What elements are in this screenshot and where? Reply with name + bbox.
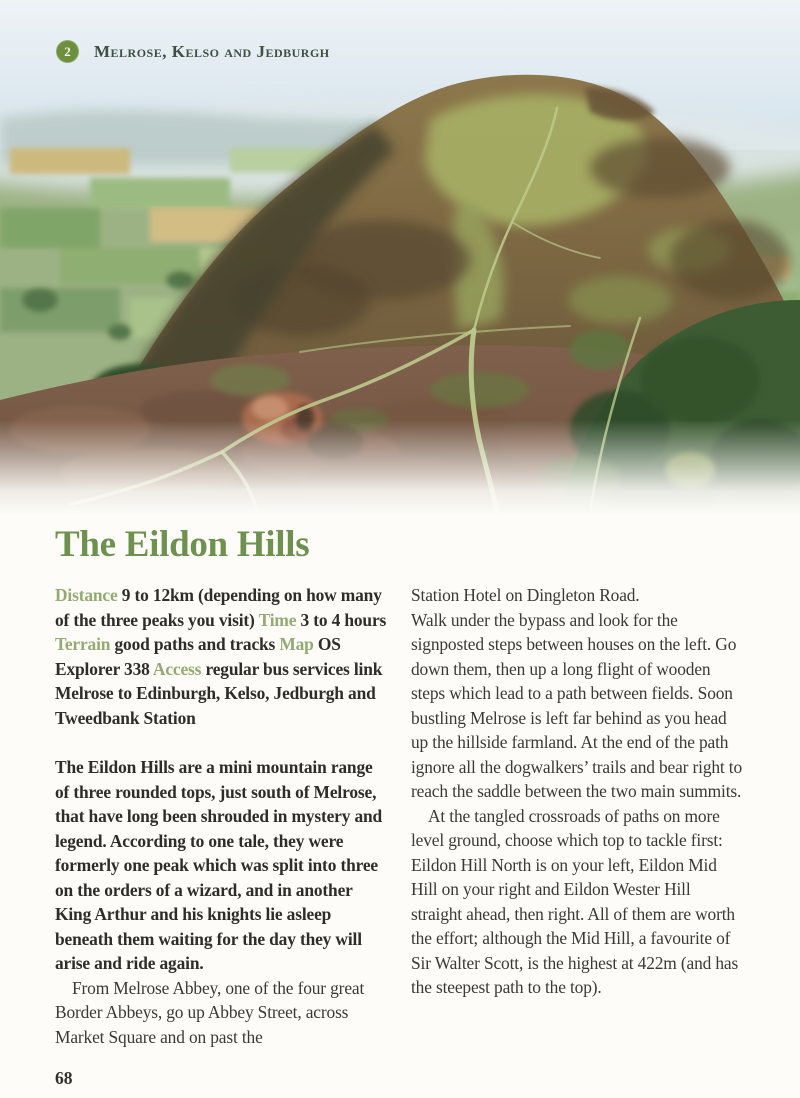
left-paragraphs (55, 755, 389, 1049)
info-label-time: Time (258, 609, 297, 630)
right-column (411, 583, 745, 1049)
paragraph: Station Hotel on Dingleton Road. (411, 585, 640, 605)
chapter-header (56, 40, 330, 63)
eildon-hills-photo (0, 0, 800, 515)
page-footer (55, 1068, 73, 1089)
paragraph: Walk under the bypass and look for the signposted steps between houses on the left. Go down them, then up a long flight of wooden steps which lead to a path between fields. Soon bustling Melrose is left far behind as you head up the hillside farmland. At the end of the path ignore all the dogwalkers’ trails and bear right to reach the saddle between the two main summits. (411, 609, 743, 801)
info-value: OS Explorer 338 (55, 634, 341, 679)
info-value: regular bus services link Melrose to Edinburgh, Kelso, Jedburgh and Tweedbank Station (55, 658, 383, 728)
left-column (55, 583, 389, 1049)
photo-illustration (0, 0, 800, 515)
info-label-map: Map (279, 634, 314, 654)
page-title: The Eildon Hills (55, 524, 310, 565)
info-value: good paths and tracks (114, 634, 276, 654)
chapter-title: Melrose, Kelso and Jedburgh (94, 41, 330, 61)
paragraph: At the tangled crossroads of paths on more level ground, choose which top to tackle first: Eildon Hill North is on your left, Eildon Mid Hill on your right and Eildon Wester Hill straight ahead, then right. All of them are worth the effort; although the Mid Hill, a favourite of Sir Walter Scott, is the highest at 422m (and has the steepest path to the top). (411, 805, 739, 997)
info-label-distance: Distance (55, 585, 118, 605)
paragraph: From Melrose Abbey, one of the four great Border Abbeys, go up Abbey Street, across Market Square and on past the (55, 977, 365, 1047)
page-number: 68 (55, 1068, 73, 1088)
walk-info-block (55, 583, 389, 730)
info-value: 3 to 4 hours (300, 609, 387, 630)
page-content (0, 515, 800, 1049)
two-column-layout (55, 583, 745, 1049)
info-value: 9 to 12km (depending on how many of the three peaks you visit) (55, 585, 382, 630)
info-label-terrain: Terrain (55, 634, 111, 654)
info-label-access: Access (152, 658, 202, 679)
paragraph: The Eildon Hills are a mini mountain range of three rounded tops, just south of Melrose, that have long been shrouded in mystery and legend. According to one tale, they were formerly one peak which was split into three on the orders of a wizard, and in another King Arthur and his knights lie asleep beneath them waiting for the day they will arise and ride again. (55, 757, 383, 973)
chapter-number-badge: 2 (56, 40, 79, 63)
